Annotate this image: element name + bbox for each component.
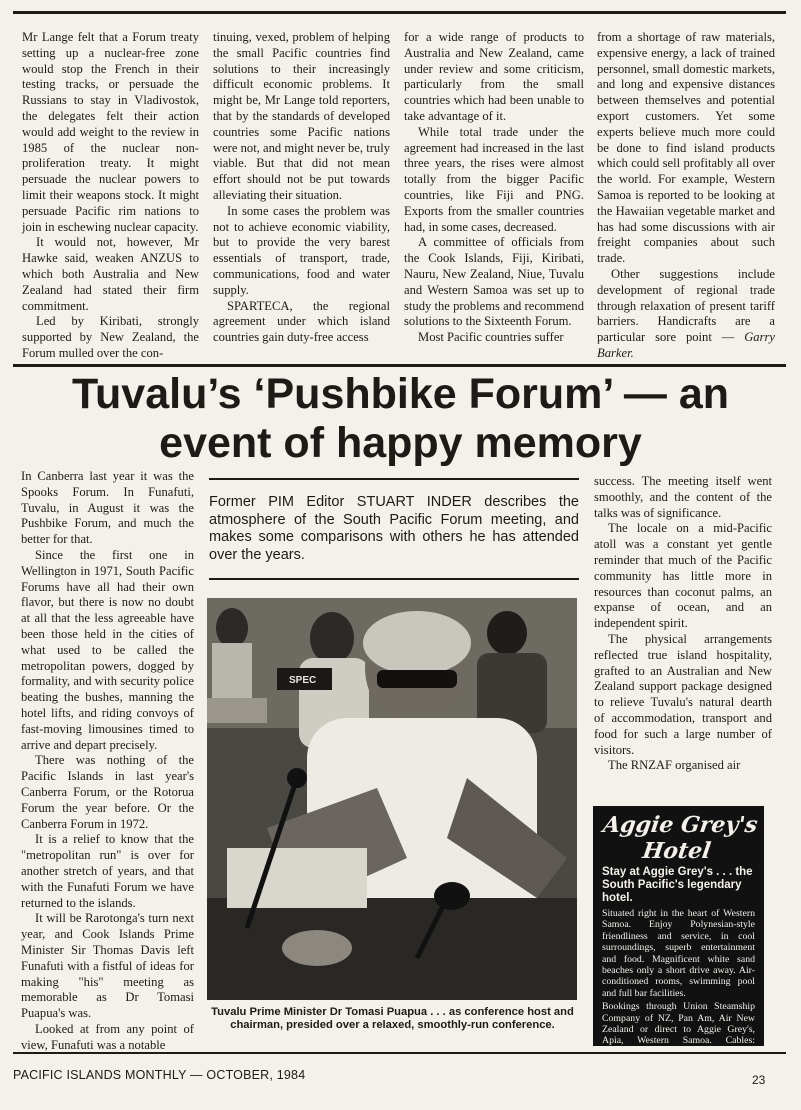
paragraph: In some cases the problem was not to achieve economic viability, but to provide the very barest essentials of transport, trade, communications, food and water supply. <box>213 203 390 297</box>
paragraph: While total trade under the agreement had increased in the last three years, the rises were almost totally from the bigger Pacific countries, like Fiji and PNG. Exports from the smaller countries had, in some cases, decreased. <box>404 124 584 234</box>
paragraph: tinuing, vexed, problem of helping the small Pacific countries find solutions to their increasingly difficult economic problems. It might be, Mr Lange told reporters, that by the standards of developed countries some Pacific nations were not, and might never be, truly viable. But that did not mean effort should not be put towards alleviating their situation. <box>213 30 390 202</box>
advert-tagline: Stay at Aggie Grey's . . . the South Pacific's legendary hotel. <box>602 866 753 904</box>
standfirst-top-rule <box>209 478 579 480</box>
advert-aggie-greys-hotel <box>593 806 764 1046</box>
nameplate-text: SPEC <box>289 675 317 686</box>
paragraph: success. The meeting itself went smoothly, and the content of the talks was of significance. <box>594 474 772 520</box>
headline-line-2: event of happy memory <box>159 419 642 467</box>
standfirst: Former PIM Editor STUART INDER describes the atmosphere of the South Pacific Forum meeting, and makes some comparisons with others he has attended over the years. <box>209 494 579 563</box>
advert-body <box>593 905 764 1058</box>
paragraph: It will be Rarotonga's turn next year, and Cook Islands Prime Minister Sir Thomas Davis left Funafuti with a fistful of ideas for making "his" meeting as memorable as Dr Tomasi Puapua's was. <box>21 911 194 1021</box>
bottom-rule <box>13 1052 786 1054</box>
page-number: 23 <box>752 1073 766 1087</box>
top-article-column-4 <box>597 30 775 360</box>
paragraph: The physical arrangements reflected true island hospitality, grafted to an Australian and New Zealand support package designed to relieve Tuvalu's natural dearth of accommodation, transport and food for such a large number of visitors. <box>594 631 772 757</box>
paragraph: from a shortage of raw materials, expensive energy, a lack of trained personnel, small domestic markets, and long and expensive distances between themselves and potential export customers. Yet some experts believe much more could be done to find island products which could sell profitably all over the world. For example, Western Samoa is reported to be looking at the Hawaiian vegetable market and has had some discussions with air freight companies about such trade. <box>597 30 775 266</box>
main-article-column-1 <box>21 469 194 1052</box>
paragraph-text: Other suggestions include development of regional trade through relaxation of present tariff barriers. Handicrafts are a particular sore point — <box>597 266 775 345</box>
byline: Garry Barker. <box>597 330 775 360</box>
paragraph: Mr Lange felt that a Forum treaty setting up a nuclear-free zone would stop the French in their testing tracks, or persuade the Russians to stay in Vladivostok, the delegates felt their action would add weight to the review in 1985 of the nuclear non-proliferation treaty. It might persuade the nuclear powers to limit their weapons stock. It might persuade Pacific rim nations to join in eschewing nuclear capacity. <box>22 30 199 234</box>
paragraph: In Canberra last year it was the Spooks Forum. In Funafuti, Tuvalu, in August it was the Pushbike Forum, and much the better for that. <box>21 469 194 547</box>
paragraph: It is a relief to know that the "metropolitan run" is over for another stretch of years, and that with the Funafuti Forum we have returned to the islands. <box>21 832 194 910</box>
paragraph: Most Pacific countries suffer <box>418 330 564 345</box>
top-rule <box>13 11 786 14</box>
paragraph: The locale on a mid-Pacific atoll was a constant yet gentle reminder that much of the Pacific community has little more in resources than coconut palms, an expanse of ocean, and an independent spirit. <box>594 521 772 631</box>
photo-illustration <box>207 598 577 1000</box>
advert-paragraph: Situated right in the heart of Western Samoa. Enjoy Polynesian-style friendliness and service, in cool surroundings, superb entertainment and food. Magnificent white sand beaches only a short drive away. Air-conditioned rooms, swimming pool and full bar facilities. <box>602 908 755 999</box>
paragraph: for a wide range of products to Australia and New Zealand, came under review and some criticism, particularly from the small countries which had been unable to take advantage of it. <box>404 30 584 123</box>
paragraph: Looked at from any point of view, Funafuti was a notable <box>21 1021 194 1052</box>
headline <box>0 370 801 468</box>
advert-logo: Aggie Grey's Hotel <box>601 812 760 864</box>
top-article-column-3 <box>404 30 584 355</box>
paragraph: Led by Kiribati, strongly supported by New Zealand, the Forum mulled over the con- <box>22 314 199 360</box>
top-article-column-1 <box>22 30 199 360</box>
publication-footer: PACIFIC ISLANDS MONTHLY — OCTOBER, 1984 <box>13 1068 306 1082</box>
paragraph: There was nothing of the Pacific Islands in last year's Canberra Forum, or the Rotorua Forum the year before. Or the Canberra Forum in 1972. <box>21 753 194 831</box>
headline-line-1: Tuvalu’s ‘Pushbike Forum’ — an <box>71 370 730 418</box>
photo-caption: Tuvalu Prime Minister Dr Tomasi Puapua . . . as conference host and chairman, presided over a relaxed, smoothly-run conference. <box>211 1006 574 1031</box>
section-rule <box>13 364 786 367</box>
main-article-column-3 <box>594 474 772 774</box>
paragraph: Since the first one in Wellington in 1971, South Pacific Forums have all had their own flavor, but there is now no doubt at all that the less agreeable have been those held in the cities of what used to be called the metropolitan powers, dogged by formality, and with security police beating the bushes, manning the hotel lifts, and riding convoys of fast-moving limousines timed to arrive and depart precisely. <box>21 547 194 752</box>
paragraph: A committee of officials from the Cook Islands, Fiji, Kiribati, Nauru, New Zealand, Niue, Tuvalu and Western Samoa was set up to study the problems and recommend solutions to the Sixteenth Forum. <box>404 235 584 329</box>
photo-prime-minister <box>207 598 577 1000</box>
advert-paragraph: Bookings through Union Steamship Company of NZ, Pan Am, Air New Zealand or direct to Aggie Grey's, Apia, Western Samoa. Cables: <box>602 1001 755 1047</box>
paragraph <box>597 267 775 362</box>
paragraph: The RNZAF organised air <box>608 758 741 773</box>
paragraph: SPARTECA, the regional agreement under which island countries gain duty-free access <box>213 298 390 345</box>
top-article-column-2 <box>213 30 390 355</box>
paragraph: It would not, however, Mr Hawke said, weaken ANZUS to which both Australia and New Zealand had stated their firm commitment. <box>22 235 199 313</box>
standfirst-bottom-rule <box>209 578 579 580</box>
